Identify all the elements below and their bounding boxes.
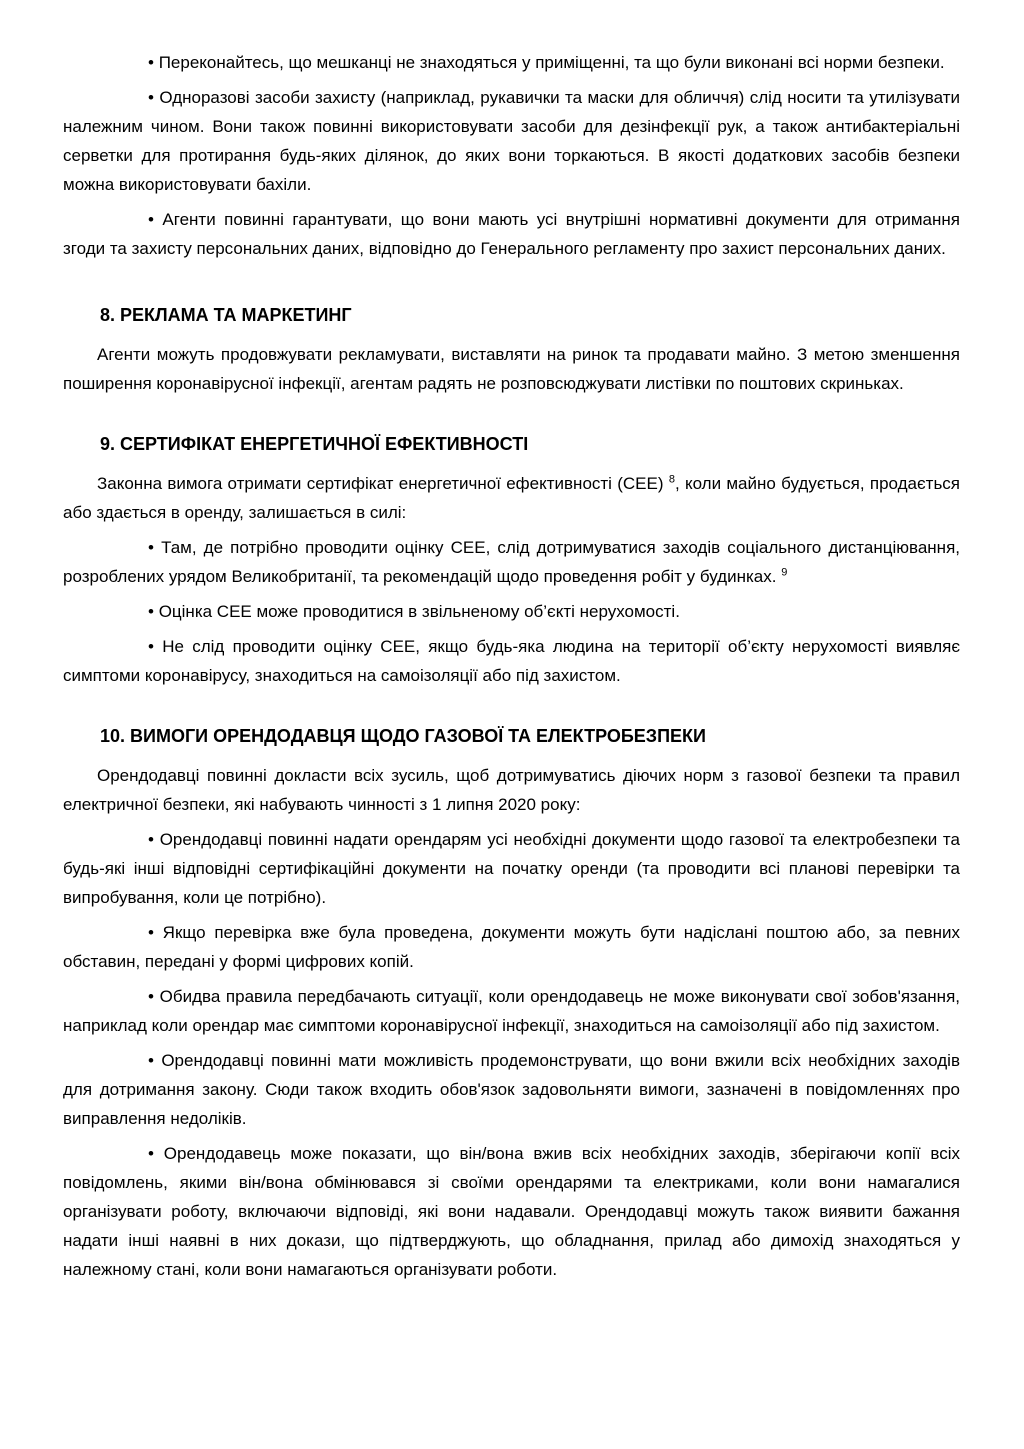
intro-bullet-2	[63, 83, 960, 199]
bullet-marker: •	[148, 53, 154, 72]
bullet-marker: •	[148, 1051, 154, 1070]
footnote-ref-8: 8	[668, 473, 675, 486]
section-8-heading: 8. РЕКЛАМА ТА МАРКЕТИНГ	[100, 305, 352, 325]
section-10-bullet-5	[63, 1139, 960, 1284]
bullet-marker: •	[148, 88, 154, 107]
section-10-bullet-2	[63, 918, 960, 976]
section-10-bullet-4	[63, 1046, 960, 1133]
bullet-marker: •	[148, 602, 154, 621]
bullet-marker: •	[148, 637, 154, 656]
section-8-paragraph: Агенти можуть продовжувати рекламувати, виставляти на ринок та продавати майно. З метою зменшення поширення коронавірусної інфекції, агентам радять не розповсюджувати листівки по поштових скриньках.	[63, 345, 960, 393]
section-9-bullet-2	[63, 597, 960, 626]
section-10-bullet-1	[63, 825, 960, 912]
section-10-bullet-2-text: Якщо перевірка вже була проведена, документи можуть бути надіслані поштою або, за певних обставин, передані у формі цифрових копій.	[63, 923, 960, 971]
section-10-bullet-4-text: Орендодавці повинні мати можливість продемонструвати, що вони вжили всіх необхідних заходів для дотримання закону. Сюди також входить обов'язок задовольняти вимоги, зазначені в повідомленнях про виправлення недоліків.	[63, 1051, 960, 1128]
section-9-paragraph	[63, 469, 960, 527]
bullet-marker: •	[148, 210, 154, 229]
section-10-bullet-3	[63, 982, 960, 1040]
intro-bullet-2-text: Одноразові засоби захисту (наприклад, рукавички та маски для обличчя) слід носити та утилізувати належним чином. Вони також повинні використовувати засоби для дезінфекції рук, а також антибактеріальні серветки для протирання будь-яких ділянок, до яких вони торкаються. В якості додаткових засобів безпеки можна використовувати бахіли.	[63, 88, 960, 194]
intro-bullet-3-text: Агенти повинні гарантувати, що вони мають усі внутрішні нормативні документи для отримання згоди та захисту персональних даних, відповідно до Генерального регламенту про захист персональних даних.	[63, 210, 960, 258]
bullet-marker: •	[148, 1144, 154, 1163]
footnote-ref-9: 9	[781, 566, 788, 579]
section-9-paragraph-text: Законна вимога отримати сертифікат енергетичної ефективності (СЕЕ)	[97, 474, 669, 493]
section-9-paragraph-text-cont: , коли майно будується, продається або здається в оренду, залишається в силі:	[63, 474, 961, 522]
section-10-bullet-5-text: Орендодавець може показати, що він/вона вжив всіх необхідних заходів, зберігаючи копії всіх повідомлень, якими він/вона обмінювався зі своїми орендарями та електриками, коли вони намагалися організувати роботу, включаючи відповіді, які вони надавали. Орендодавці можуть також виявити бажання надати інші наявні в них докази, що підтверджують, що обладнання, прилад або димохід знаходяться у належному стані, коли вони намагаються організувати роботи.	[63, 1144, 960, 1279]
section-9-bullet-2-text: Оцінка СЕЕ може проводитися в звільненому об’єкті нерухомості.	[158, 602, 680, 621]
bullet-marker: •	[148, 923, 154, 942]
section-10-bullet-1-text: Орендодавці повинні надати орендарям усі необхідні документи щодо газової та електробезпеки та будь-які інші відповідні сертифікаційні документи на початку оренди (та проводити всі планові перевірки та випробування, коли це потрібно).	[63, 830, 960, 907]
bullet-marker: •	[148, 987, 154, 1006]
section-9-heading: 9. СЕРТИФІКАТ ЕНЕРГЕТИЧНОЇ ЕФЕКТИВНОСТІ	[100, 434, 529, 454]
section-9-bullet-1	[63, 533, 960, 591]
section-10-bullet-3-text: Обидва правила передбачають ситуації, коли орендодавець не може виконувати свої зобов'язання, наприклад коли орендар має симптоми коронавірусної інфекції, знаходиться на самоізоляції або під захистом.	[63, 987, 960, 1035]
intro-bullet-1-text: Переконайтесь, що мешканці не знаходяться у приміщенні, та що були виконані всі норми безпеки.	[158, 53, 945, 72]
intro-bullet-3	[63, 205, 960, 263]
intro-bullet-1	[63, 48, 960, 77]
section-10-paragraph: Орендодавці повинні докласти всіх зусиль, щоб дотримуватись діючих норм з газової безпеки та правил електричної безпеки, які набувають чинності з 1 липня 2020 року:	[63, 766, 960, 814]
section-9-bullet-1-text: Там, де потрібно проводити оцінку СЕЕ, слід дотримуватися заходів соціального дистанціювання, розроблених урядом Великобританії, та рекомендацій щодо проведення робіт у будинках.	[63, 538, 960, 586]
section-9-bullet-3-text: Не слід проводити оцінку СЕЕ, якщо будь-яка людина на території об’єкту нерухомості виявляє симптоми коронавірусу, знаходиться на самоізоляції або під захистом.	[63, 637, 961, 685]
bullet-marker: •	[148, 830, 154, 849]
section-9-bullet-3	[63, 632, 960, 690]
bullet-marker: •	[148, 538, 154, 557]
section-10-heading: 10. ВИМОГИ ОРЕНДОДАВЦЯ ЩОДО ГАЗОВОЇ ТА ЕЛЕКТРОБЕЗПЕКИ	[100, 726, 706, 746]
